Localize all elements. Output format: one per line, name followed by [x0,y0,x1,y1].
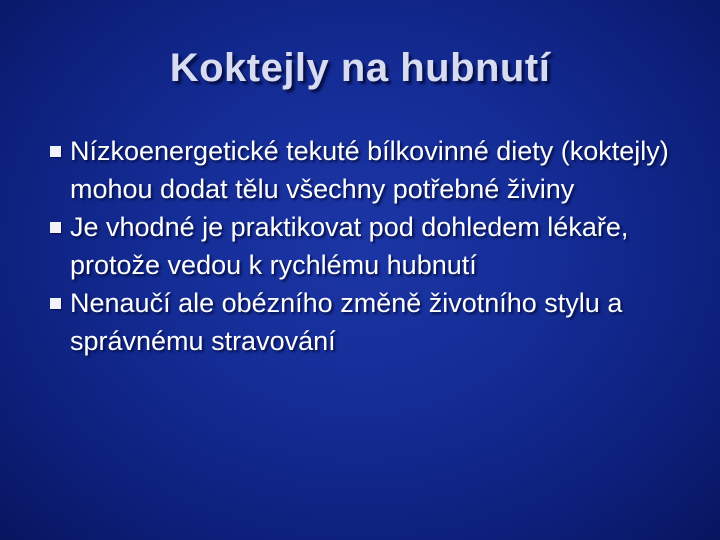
bullet-text-2: Je vhodné je praktikovat pod dohledem lékaře, protože vedou k rychlému hubnutí [70,212,629,280]
square-bullet-icon [50,146,61,157]
bullet-text-3: Nenaučí ale obézního změně životního stylu a správnému stravování [70,288,623,356]
bullet-text-1: Nízkoenergetické tekuté bílkovinné diety (koktejly) mohou dodat tělu všechny potřebné živiny [70,136,669,204]
square-bullet-icon [50,298,61,309]
bullet-item-2 [52,208,692,284]
slide-title: Koktejly na hubnutí [169,46,551,90]
bullet-list [52,132,692,360]
square-bullet-icon [50,222,61,233]
bullet-item-3 [52,284,692,360]
bullet-item-1 [52,132,692,208]
